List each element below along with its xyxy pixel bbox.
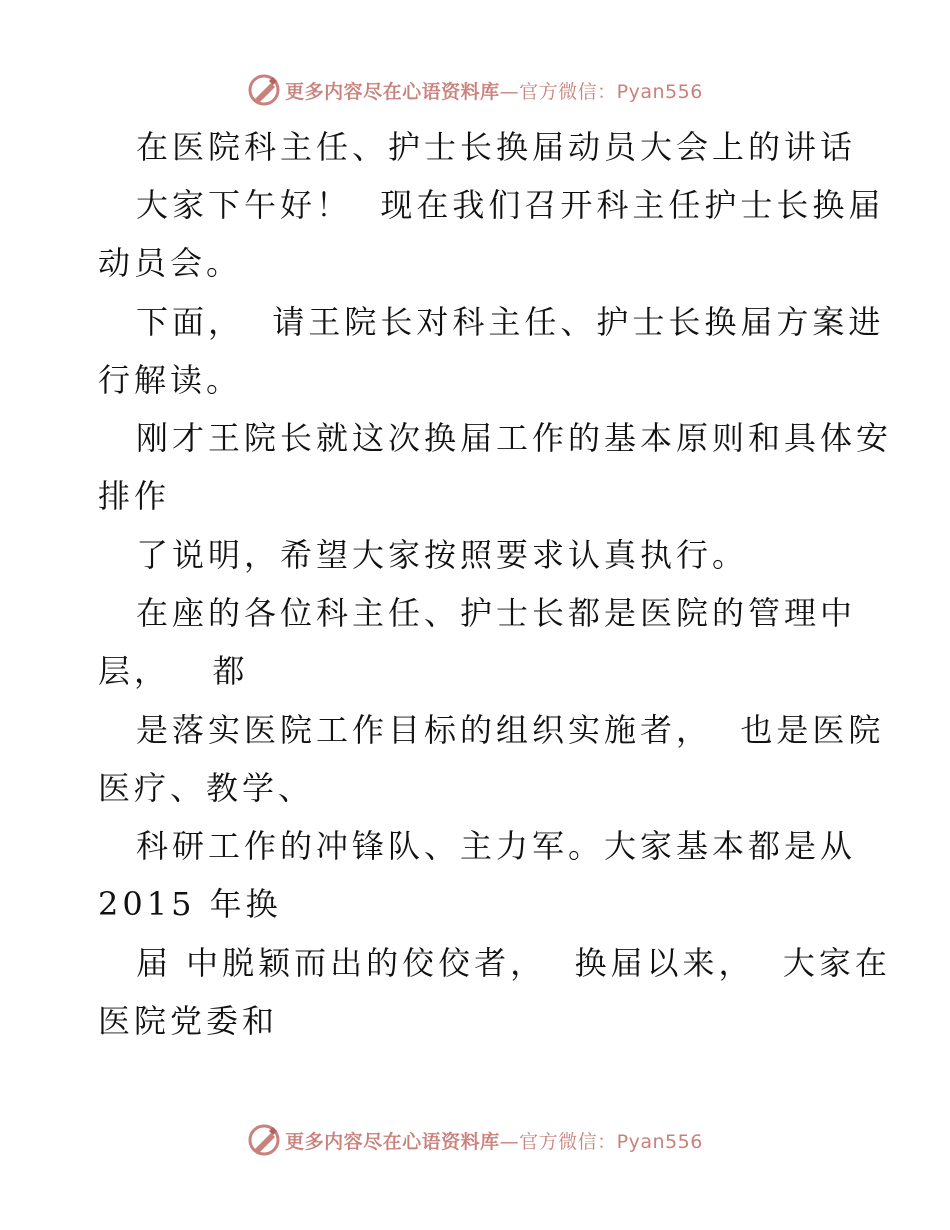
- paragraph-line: 医疗、教学、: [98, 769, 315, 807]
- watermark-text: 更多内容尽在心语资料库—官方微信：Pyan556: [285, 1130, 703, 1153]
- paragraph-line: 层， 都: [98, 652, 249, 690]
- paragraph-line: 是落实医院工作目标的组织实施者， 也是医院: [136, 711, 885, 749]
- paragraph-line: 刚才王院长就这次换届工作的基本原则和具体安: [136, 419, 893, 457]
- paragraph-line: 2015 年换: [98, 885, 282, 923]
- paragraph-line: 届 中脱颖而出的佼佼者， 换届以来， 大家在: [136, 944, 891, 982]
- paragraph-line: 排作: [98, 477, 171, 515]
- paragraph-line: 科研工作的冲锋队、主力军。大家基本都是从: [136, 827, 857, 865]
- header-watermark: [0, 70, 950, 110]
- paragraph-line: 在座的各位科主任、护士长都是医院的管理中: [136, 594, 857, 632]
- paragraph-line: 医院党委和: [98, 1002, 279, 1040]
- document-title: 在医院科主任、护士长换届动员大会上的讲话: [136, 128, 857, 166]
- pen-logo-icon: [247, 73, 281, 107]
- paragraph-line: 了说明，希望大家按照要求认真执行。: [136, 536, 749, 574]
- pen-logo-icon: [247, 1123, 281, 1157]
- paragraph-line: 行解读。: [98, 361, 243, 399]
- paragraph-line: 动员会。: [98, 244, 243, 282]
- watermark-text: 更多内容尽在心语资料库—官方微信：Pyan556: [285, 80, 703, 103]
- paragraph-line: 大家下午好！ 现在我们召开科主任护士长换届: [136, 186, 885, 224]
- paragraph-line: 下面， 请王院长对科主任、护士长换届方案进: [136, 303, 885, 341]
- footer-watermark: [0, 1120, 950, 1160]
